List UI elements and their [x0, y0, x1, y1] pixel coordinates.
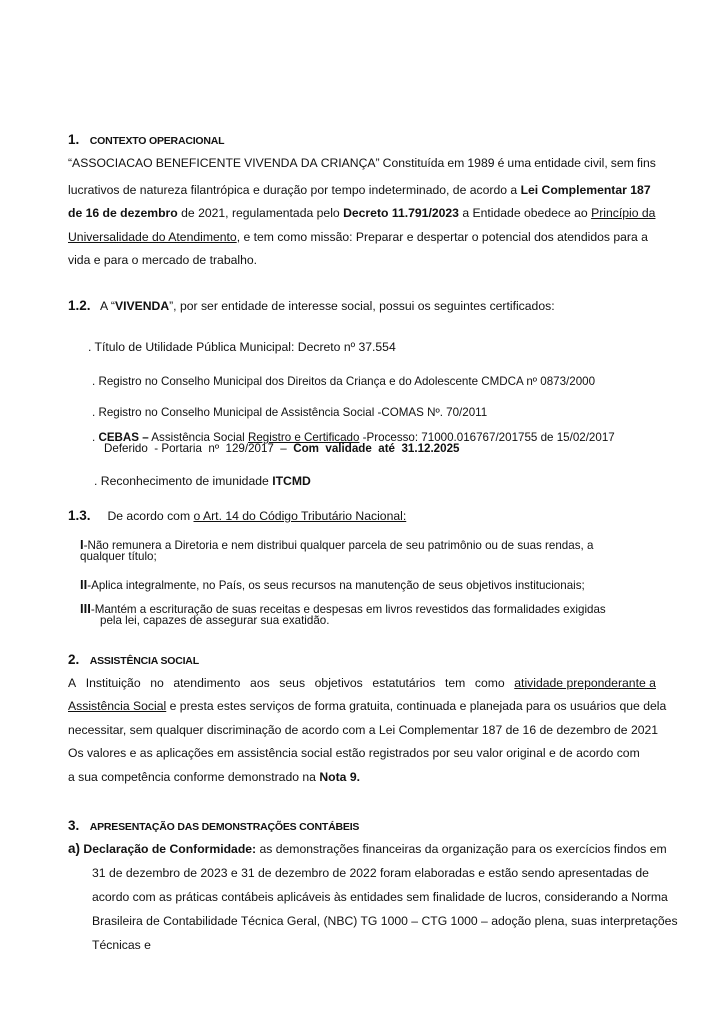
text: . Título de Utilidade Pública Municipal: Decreto nº 37.554: [88, 340, 396, 354]
principle-link-a: Princípio da: [591, 206, 656, 220]
word: como: [474, 676, 505, 690]
law-date: de 16 de dezembro: [68, 206, 178, 220]
section-1-title: CONTEXTO OPERACIONAL: [89, 135, 225, 147]
section-1-2-heading: [68, 298, 555, 314]
text: Assistência Social: [148, 431, 248, 444]
ctn-item-1-cont: [80, 549, 157, 564]
text: as demonstrações financeiras da organização para os exercícios findos em: [256, 842, 667, 856]
text: De acordo com: [107, 509, 194, 523]
text: . Registro no Conselho Municipal de Assistência Social -COMAS Nº. 70/2011: [92, 406, 488, 419]
text: acordo com as práticas contábeis aplicáveis às entidades sem finalidade de lucros, considerando a Norma: [92, 890, 668, 904]
word: A: [68, 676, 77, 690]
note-reference: Nota 9.: [319, 770, 360, 784]
section-1-3-heading: [68, 508, 406, 524]
word: estatutários: [372, 676, 436, 690]
word: CRIANÇA”: [320, 156, 380, 170]
registration-link: Registro e Certificado: [247, 431, 360, 444]
text: a sua competência conforme demonstrado na: [68, 770, 320, 784]
word: é: [497, 156, 505, 170]
section-3-a-line-3: [92, 890, 668, 905]
section-3-a-line-1: [68, 841, 667, 857]
text: .: [92, 431, 99, 444]
text: de 2021, regulamentada pelo: [177, 206, 344, 220]
word: BENEFICENTE: [155, 156, 242, 170]
text: lucrativos de natureza filantrópica e duração por tempo indeterminado, de acordo a: [68, 183, 521, 197]
text: Deferido - Portaria nº 129/2017 –: [104, 442, 294, 455]
word: uma: [507, 156, 532, 170]
section-3-a-line-5: [92, 938, 151, 953]
section-3-a-line-4: [92, 914, 678, 929]
decree-reference: Decreto 11.791/2023: [343, 206, 459, 220]
text: e presta estes serviços de forma gratuita, continuada e planejada para os usuários que dela: [166, 699, 667, 713]
item-number: III: [80, 601, 91, 616]
text: -Aplica integralmente, no País, os seus recursos na manutenção de seus objetivos institucionais;: [87, 579, 585, 592]
text: . Reconhecimento de imunidade: [94, 474, 273, 488]
ctn-item-3-cont: [100, 613, 329, 628]
text: -Não remunera a Diretoria e nem distribui qualquer parcela de seu patrimônio ou de suas rendas, a: [83, 539, 594, 552]
ctn-item-2: [80, 577, 585, 593]
word: atendimento: [173, 676, 241, 690]
section-1-line-2: [68, 183, 651, 198]
text: -Processo: 71000.016767/201755 de 15/02/2017: [359, 431, 615, 444]
word: civil,: [584, 156, 608, 170]
text: Brasileira de Contabilidade Técnica Geral, (NBC) TG 1000 – CTG 1000 – adoção plena, suas interpretações: [92, 914, 678, 928]
section-2-line-1: [68, 676, 656, 691]
text: , e tem como missão: Preparar e despertar o potencial dos atendidos para a: [236, 230, 648, 244]
certificate-1: [88, 340, 396, 355]
law-reference: Lei Complementar 187: [520, 183, 651, 197]
word: aos: [250, 676, 270, 690]
ctn-link: o Art. 14 do Código Tributário Nacional:: [193, 509, 407, 523]
ctn-item-1: [80, 537, 593, 553]
word: tem: [444, 676, 466, 690]
social-assistance-link: Assistência Social: [68, 699, 167, 713]
certificate-5: [94, 474, 311, 489]
word: Constituída: [382, 156, 445, 170]
section-2-line-2: [68, 699, 666, 714]
validity: Com validade até 31.12.2025: [293, 442, 460, 455]
activity-link: atividade preponderante a: [514, 676, 656, 690]
text: -Mantém a escrituração de suas receitas e despesas em livros revestidos das formalidades exigidas: [90, 603, 606, 616]
section-2-line-5: [68, 770, 360, 785]
word: sem: [610, 156, 634, 170]
itcmd: ITCMD: [272, 474, 311, 488]
section-1-heading: [68, 131, 224, 149]
text: 31 de dezembro de 2023 e 31 de dezembro de 2022 foram elaboradas e estão sendo apresentadas de: [92, 866, 649, 880]
section-3-heading: [68, 817, 359, 835]
word: 1989: [467, 156, 495, 170]
conformity-label: Declaração de Conformidade:: [83, 842, 257, 856]
section-1-2-number: 1.2.: [68, 298, 91, 313]
section-2-number: 2.: [68, 652, 80, 667]
text: qualquer título;: [80, 550, 157, 563]
item-number: I: [80, 537, 84, 552]
section-1-number: 1.: [68, 132, 80, 147]
word: Instituição: [85, 676, 141, 690]
word: em: [447, 156, 465, 170]
item-number: II: [80, 577, 88, 592]
text: A “: [100, 299, 115, 313]
word: entidade: [534, 156, 581, 170]
text: . Registro no Conselho Municipal dos Direitos da Criança e do Adolescente CMDCA nº 0873/2000: [92, 375, 596, 388]
word: DA: [300, 156, 318, 170]
certificate-4-line-2: [104, 441, 459, 456]
cebas-label: CEBAS –: [98, 431, 149, 444]
section-3-title: APRESENTAÇÃO DAS DEMONSTRAÇÕES CONTÁBEIS: [89, 821, 360, 833]
text: ”, por ser entidade de interesse social, possui os seguintes certificados:: [169, 299, 555, 313]
text: pela lei, capazes de assegurar sua exatidão.: [100, 614, 330, 627]
word: fins: [636, 156, 656, 170]
text: vida e para o mercado de trabalho.: [68, 253, 258, 267]
section-1-line-3: [68, 206, 655, 221]
section-1-line-1: [68, 156, 656, 171]
section-3-number: 3.: [68, 818, 80, 833]
certificate-3: [92, 405, 487, 420]
word: “ASSOCIACAO: [68, 156, 153, 170]
text: a Entidade obedece ao: [458, 206, 592, 220]
word: no: [150, 676, 164, 690]
section-1-3-number: 1.3.: [68, 508, 91, 523]
word: seus: [279, 676, 306, 690]
section-2-line-4: [68, 746, 640, 761]
word: VIVENDA: [244, 156, 298, 170]
text: Técnicas e: [92, 938, 151, 952]
section-1-line-5: [68, 253, 257, 268]
section-1-line-4: [68, 230, 648, 245]
section-2-title: ASSISTÊNCIA SOCIAL: [89, 655, 199, 667]
entity-name: VIVENDA: [114, 299, 170, 313]
section-2-heading: [68, 651, 199, 669]
certificate-2: [92, 374, 595, 389]
word: objetivos: [314, 676, 363, 690]
principle-link-b: Universalidade do Atendimento: [68, 230, 237, 244]
section-2-line-3: [68, 723, 658, 738]
section-3-a-line-2: [92, 866, 649, 881]
text: Os valores e as aplicações em assistência social estão registrados por seu valor original e de acordo com: [68, 746, 640, 760]
item-letter: a): [68, 841, 81, 856]
text: necessitar, sem qualquer discriminação de acordo com a Lei Complementar 187 de 16 de dezembro de 2021: [68, 723, 659, 737]
